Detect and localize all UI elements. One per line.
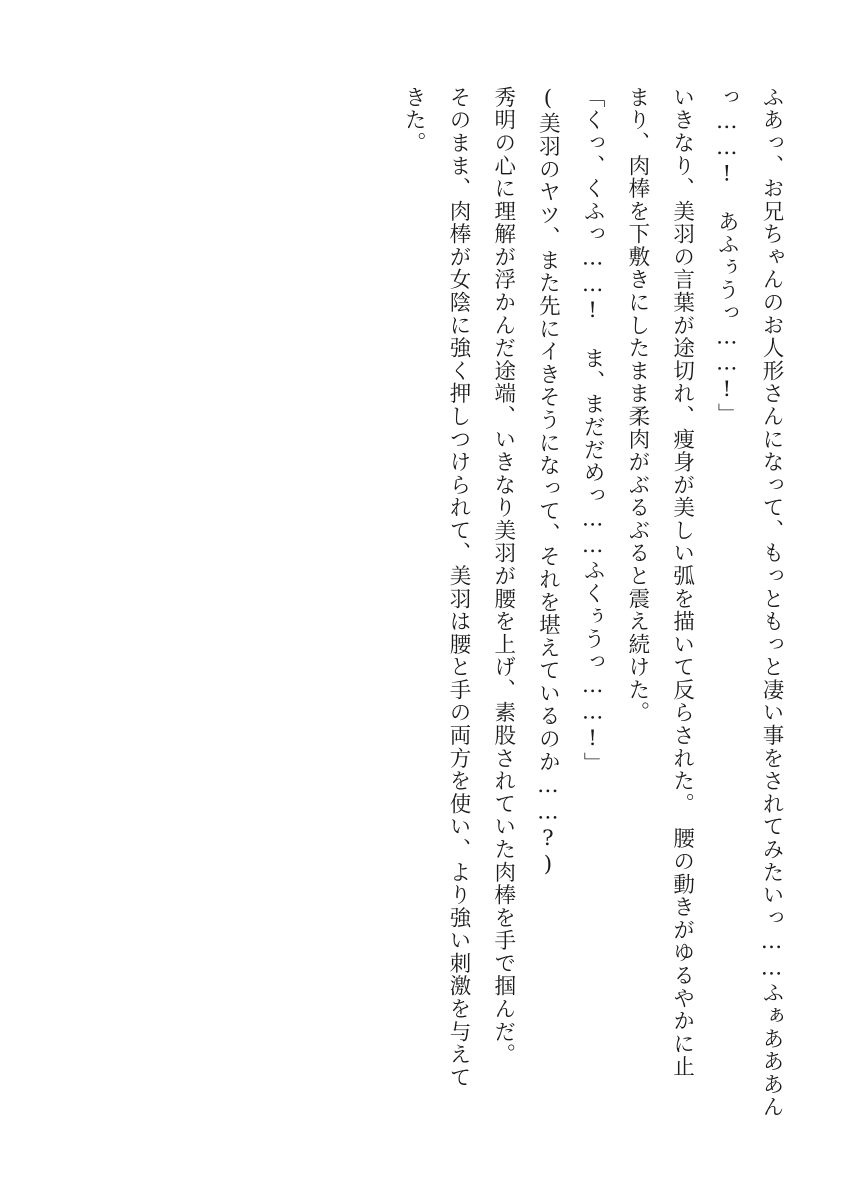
text-line: (美羽のヤツ、また先にイきそうになって、それを堪えているのか……?) bbox=[535, 86, 561, 879]
text-line: ふあっ、お兄ちゃんのお人形さんになって、もっともっと凄い事をされてみたいっ……ふぁあああん bbox=[759, 86, 784, 1119]
text-line: 「くっ、くふっ……! ま、まだだめっ……ふくぅうっ……!」 bbox=[580, 86, 606, 775]
text-line: 秀明の心に理解が浮かんだ途端、いきなり美羽が腰を上げ、素股されていた肉棒を手で掴んだ。 bbox=[490, 86, 516, 1066]
vertical-body-text bbox=[93, 86, 793, 1121]
text-line: きた。 bbox=[401, 86, 427, 155]
text-line: いきなり、美羽の言葉が途切れ、痩身が美しい弧を描いて反らされた。 腰の動きがゆるやかに止 bbox=[669, 86, 695, 1079]
text-line: っ……! あふぅうっ……!」 bbox=[714, 86, 740, 427]
text-line: まり、肉棒を下敷きにしたまま柔肉がぶるぶると震え続けた。 bbox=[624, 86, 650, 725]
text-line: そのまま、肉棒が女陰に強く押しつけられて、美羽は腰と手の両方を使い、より強い刺激を与えて bbox=[445, 86, 471, 1089]
